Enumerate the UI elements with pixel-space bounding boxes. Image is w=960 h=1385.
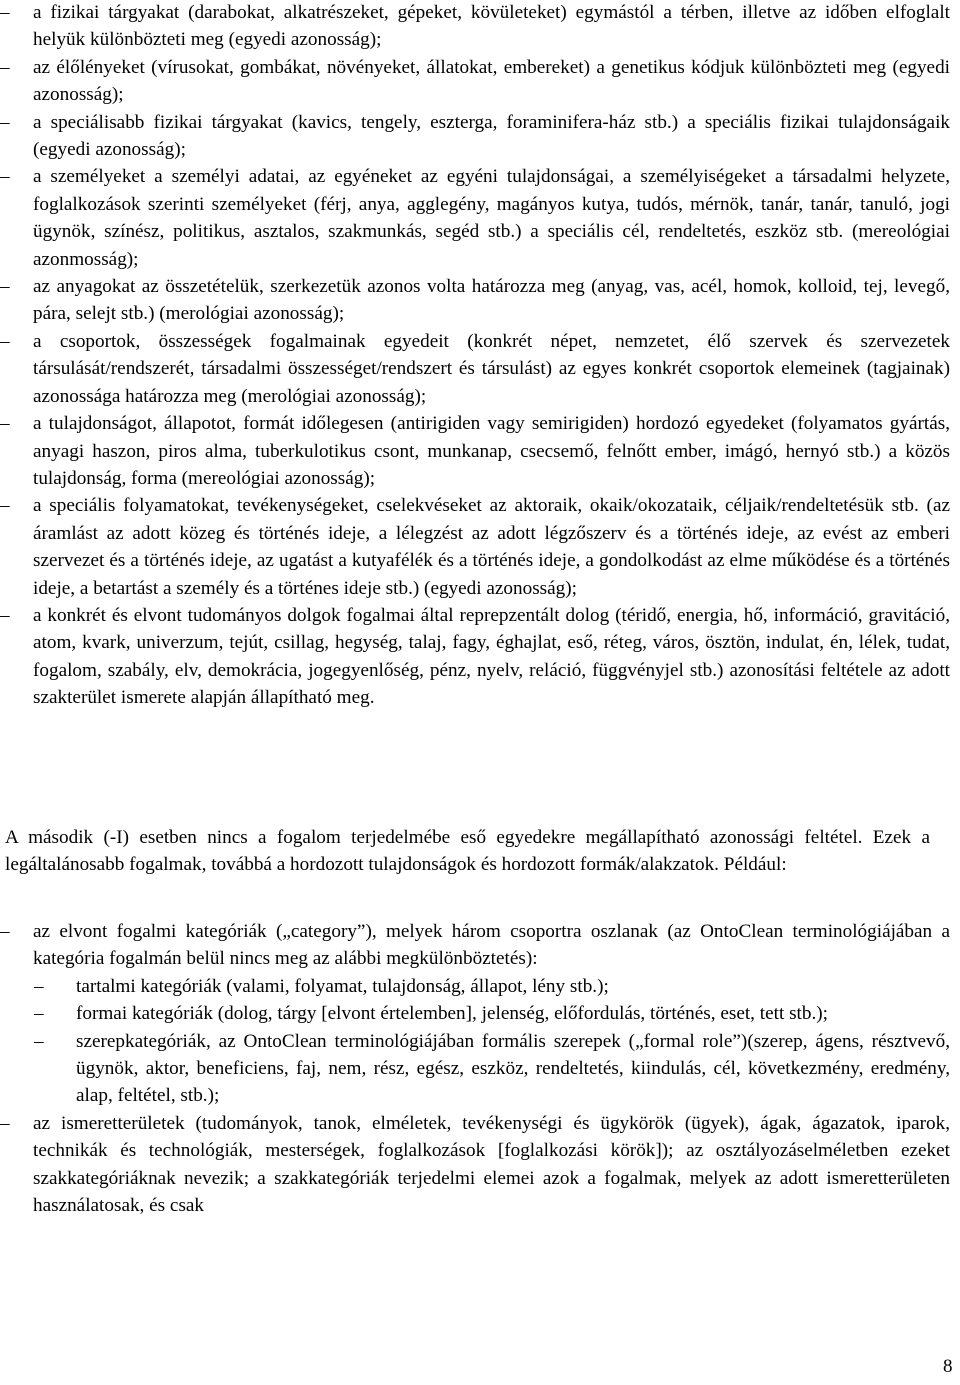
dash-marker: – [0,921,10,942]
list-item-text: a konkrét és elvont tudományos dolgok fogalmai által reprepzentált dolog (téridő, energia, hő, információ, gravitáció, atom, kvark, univerzum, tejút, csillag, hegység, talaj, fagy, éghajlat, eső, réteg, város, ösztön, indulat, én, lélek, tudat, fogalom, szabály, elv, demokrácia, jogegyenlőség, pénz, nyelv, reláció, függvényjel stb.) azonosítási feltétele az adott szakterület ismerete alapján állapítható meg. [33,604,950,709]
body-paragraph: A második (-I) esetben nincs a fogalom terjedelmébe eső egyedekre megállapítható azonossági feltétel. Ezek a legáltalánosabb fogalmak, továbbá a hordozott tulajdonságok és hordozott formák/alakzatok. Például: [5,827,930,876]
list-item [0,163,950,273]
sub-list-item-text: formai kategóriák (dolog, tárgy [elvont értelemben], jelenség, előfordulás, történés, eset, tett stb.); [76,1003,828,1025]
list-item-text: a speciálisabb fizikai tárgyakat (kavics, tengely, eszterga, foraminifera-ház stb.) a speciális fizikai tulajdonságaik (egyedi azonosság); [33,111,950,161]
list-item-text: a személyeket a személyi adatai, az egyéneket az egyéni tulajdonságai, a személyiségeket a társadalmi helyzete, foglalkozások szerinti személyeket (férj, anya, agglegény, magányos kutya, tudós, mérnök, tanár, tanár, tanuló, jogi ügynök, színész, politikus, asztalos, szakmunkás, segéd stb.) a speciális cél, rendeltetés, eszköz stb. (mereológiai azonmosság); [33,166,950,270]
sub-list-item-text: szerepkategóriák, az OntoClean terminológiájában formális szerepek („formal role”)(szerep, ágens, résztvevő, ügynök, aktor, beneficiens, faj, nem, rész, egész, eszköz, rendeltetés, kiindulás, cél, következmény, eredmény, alap, feltétel, stb.); [76,1030,950,1107]
page-number: 8 [943,1356,953,1377]
sub-list-item [33,973,950,1000]
list-item-text: az elvont fogalmi kategóriák („category”), melyek három csoportra oszlanak (az OntoClean terminológiájában a kategória fogalmán belül nincs meg az alábbi megkülönböztetés): [33,921,950,970]
sub-list-item [33,1000,950,1027]
list-item [0,492,950,602]
list-item [0,918,950,1110]
dash-marker: – [0,1112,10,1134]
dash-marker: – [0,413,10,435]
sub-list [33,973,950,1110]
dash-marker: – [0,276,10,298]
sub-list-item [33,1028,950,1110]
list-item [0,410,950,492]
list-item-text: a tulajdonságot, állapotot, formát időlegesen (antirigiden vagy semirigiden) hordozó egyedeket (folyamatos gyártás, anyagi haszon, piros alma, tuberkulotikus csont, munkanap, csecsemő, felnőtt ember, imágó, hernyó stb.) a közös tulajdonság, forma (mereológiai azonosság); [33,413,950,489]
sub-list-item-text: tartalmi kategóriák (valami, folyamat, tulajdonság, állapot, lény stb.); [76,975,609,997]
list-item [0,328,950,410]
dash-marker: – [0,604,10,626]
dash-marker: – [0,330,10,352]
dash-marker: – [0,111,10,133]
dash-marker: – [0,166,10,188]
list-item-text: a csoportok, összességek fogalmainak egyedeit (konkrét népet, nemzetet, élő szervek és szervezetek társulását/rendszerét, társadalmi összességet/rendszert és társulást) az egyes konkrét csoportok elemeinek (tagjainak) azonossága határozza meg (merológiai azonosság); [33,330,950,407]
dash-marker: – [34,1003,44,1025]
dash-marker: – [0,56,10,78]
list-item-text: a fizikai tárgyakat (darabokat, alkatrészeket, gépeket, kövületeket) egymástól a térben, illetve az időben elfoglalt helyük különbözteti meg (egyedi azonosság); [33,2,950,51]
list-item-text: az ismeretterületek (tudományok, tanok, elméletek, tevékenységi és ügykörök (ügyek), ágak, ágazatok, iparok, technikák és technológiák, mesterségek, foglalkozások [foglalkozási körök]); az osztályozáselméletben ezeket szakkategóriáknak nevezik; a szakkategóriák terjedelmi elemei azok a fogalmak, melyek az adott ismeretterületen használatosak, és csak [33,1112,950,1217]
list-item-text: a speciális folyamatokat, tevékenységeket, cselekvéseket az aktoraik, okaik/okozataik, céljaik/rendeltetésük stb. (az áramlást az adott közeg és történés ideje, a lélegzést az adott légzőszerv és a történés ideje, az evést az emberi szervezet és a történés ideje, az ugatást a kutyafélék és a történés ideje, a gondolkodást az elme működése és a történés ideje, a betartást a személy és a történes ideje stb.) (egyedi azonosság); [33,495,950,599]
list-item [0,109,950,164]
dash-marker: – [0,495,10,517]
list-item [0,0,950,54]
list-item [0,602,950,712]
dash-marker: – [0,2,10,23]
category-list [0,918,950,1219]
dash-marker: – [34,1030,44,1052]
dash-marker: – [34,975,44,997]
list-item [0,273,950,328]
list-item [0,54,950,109]
list-item [0,1110,950,1220]
list-item-text: az élőlényeket (vírusokat, gombákat, növényeket, állatokat, embereket) a genetikus kódjuk különbözteti meg (egyedi azonosság); [33,56,950,106]
list-item-text: az anyagokat az összetételük, szerkezetük azonos volta határozza meg (anyag, vas, acél, homok, kolloid, tej, levegő, pára, selejt stb.) (merológiai azonosság); [33,276,950,325]
